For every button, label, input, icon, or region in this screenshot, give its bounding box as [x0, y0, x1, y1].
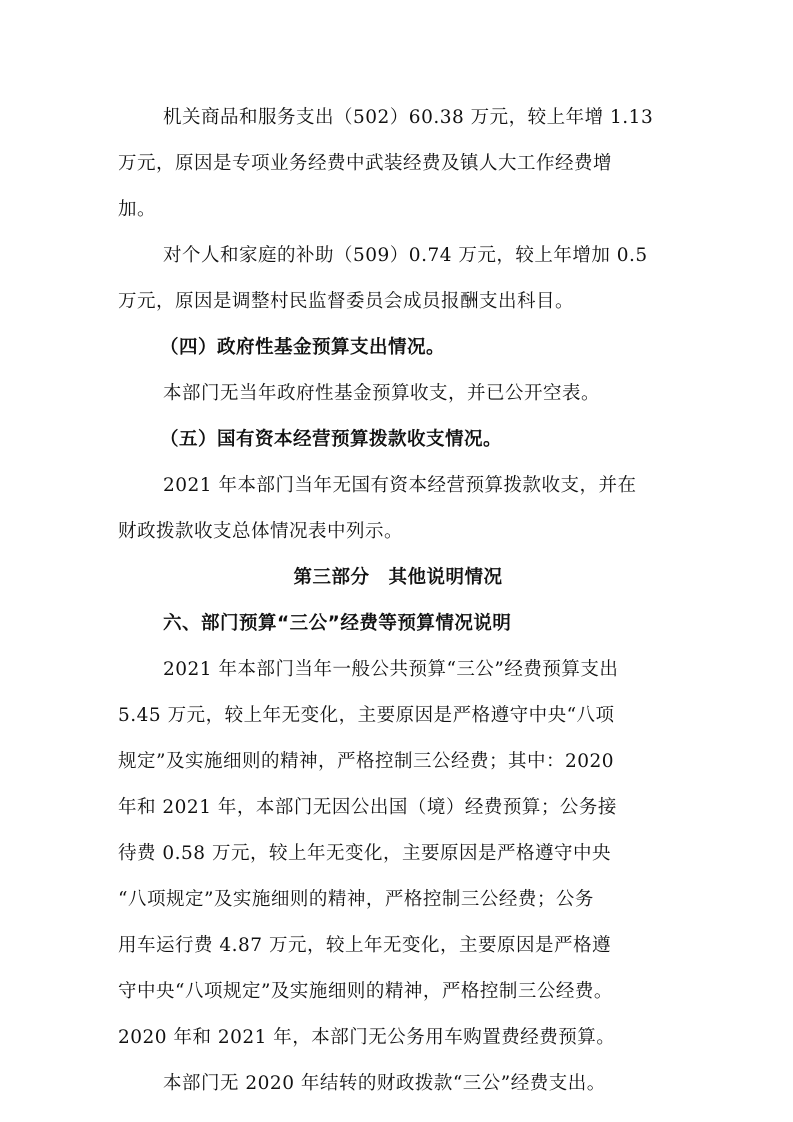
- paragraph-line: 万元，原因是专项业务经费中武装经费及镇人大工作经费增: [118, 153, 613, 174]
- paragraph-line: 待费 0.58 万元，较上年无变化，主要原因是严格遵守中央: [118, 843, 611, 864]
- paragraph-line: 财政拨款收支总体情况表中列示。: [118, 521, 404, 542]
- paragraph-line: 2021 年本部门当年一般公共预算“三公”经费预算支出: [163, 659, 619, 680]
- paragraph-line: 2020 年和 2021 年，本部门无公务用车购置费经费预算。: [118, 1027, 616, 1048]
- paragraph-line: 对个人和家庭的补助（509）0.74 万元，较上年增加 0.5: [163, 245, 648, 266]
- paragraph-line: “八项规定”及实施细则的精神，严格控制三公经费；公务: [118, 889, 594, 910]
- paragraph-line: 规定”及实施细则的精神，严格控制三公经费；其中：2020: [118, 751, 615, 772]
- paragraph-line: 2021 年本部门当年无国有资本经营预算拨款收支，并在: [163, 475, 637, 496]
- paragraph-line: 本部门无当年政府性基金预算收支，并已公开空表。: [163, 383, 601, 404]
- paragraph-line: 年和 2021 年，本部门无因公出国（境）经费预算；公务接: [118, 797, 617, 818]
- paragraph-line: 用车运行费 4.87 万元，较上年无变化，主要原因是严格遵: [118, 935, 611, 956]
- section-heading: （五）国有资本经营预算拨款收支情况。: [160, 429, 503, 450]
- section-heading: 六、部门预算“三公”经费等预算情况说明: [163, 613, 512, 634]
- paragraph-line: 机关商品和服务支出（502）60.38 万元，较上年增 1.13: [163, 107, 654, 128]
- paragraph-line: 5.45 万元，较上年无变化，主要原因是严格遵守中央“八项: [118, 705, 615, 726]
- paragraph-line: 本部门无 2020 年结转的财政拨款“三公”经费支出。: [163, 1073, 606, 1094]
- section-heading: （四）政府性基金预算支出情况。: [160, 337, 446, 358]
- paragraph-line: 加。: [118, 199, 157, 220]
- paragraph-line: 万元，原因是调整村民监督委员会成员报酬支出科目。: [118, 291, 575, 312]
- part-heading: 第三部分 其他说明情况: [293, 567, 503, 588]
- paragraph-line: 守中央“八项规定”及实施细则的精神，严格控制三公经费。: [118, 981, 613, 1002]
